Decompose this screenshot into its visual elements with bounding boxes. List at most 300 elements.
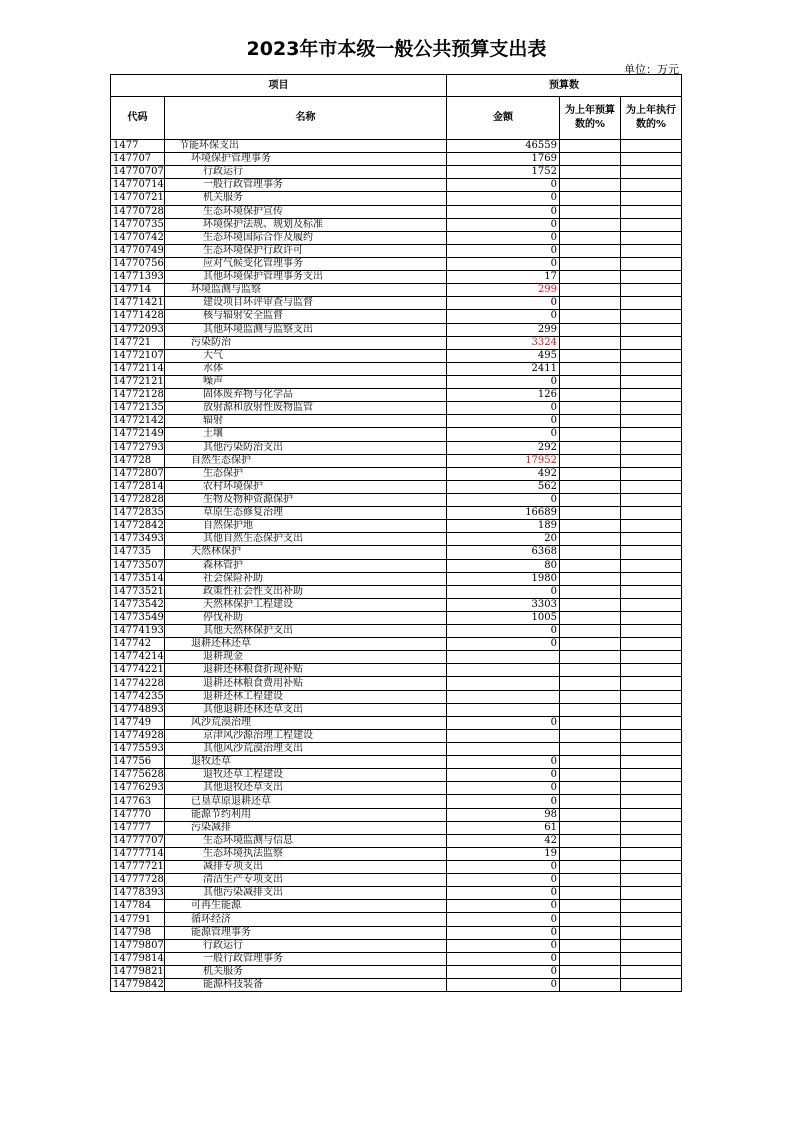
row-code: 14774228 bbox=[111, 677, 165, 690]
row-pct-exec bbox=[621, 402, 682, 415]
table-row bbox=[111, 651, 682, 664]
row-name: 其他天然林保护支出 bbox=[165, 625, 447, 638]
row-amount: 42 bbox=[447, 834, 560, 847]
header-pct-exec: 为上年执行数的% bbox=[621, 97, 682, 140]
row-amount: 0 bbox=[447, 192, 560, 205]
row-amount: 0 bbox=[447, 874, 560, 887]
row-pct-budget bbox=[560, 231, 621, 244]
row-amount: 1769 bbox=[447, 153, 560, 166]
row-name: 已垦草原退耕还草 bbox=[165, 795, 447, 808]
row-amount: 562 bbox=[447, 480, 560, 493]
table-row bbox=[111, 520, 682, 533]
row-pct-exec bbox=[621, 192, 682, 205]
row-code: 14778393 bbox=[111, 887, 165, 900]
row-code: 14772793 bbox=[111, 441, 165, 454]
row-pct-exec bbox=[621, 480, 682, 493]
page-title: 2023年市本级一般公共预算支出表 bbox=[246, 38, 547, 60]
unit-label: 单位：万元 bbox=[624, 63, 679, 76]
row-pct-exec bbox=[621, 297, 682, 310]
row-code: 147770 bbox=[111, 808, 165, 821]
row-pct-budget bbox=[560, 179, 621, 192]
row-name: 自然生态保护 bbox=[165, 454, 447, 467]
row-code: 14777707 bbox=[111, 834, 165, 847]
row-name: 一般行政管理事务 bbox=[165, 179, 447, 192]
table-row bbox=[111, 480, 682, 493]
row-name: 机关服务 bbox=[165, 192, 447, 205]
row-amount: 0 bbox=[447, 493, 560, 506]
row-name: 其他退耕还林还草支出 bbox=[165, 703, 447, 716]
row-pct-budget bbox=[560, 743, 621, 756]
row-pct-budget bbox=[560, 153, 621, 166]
row-code: 147728 bbox=[111, 454, 165, 467]
row-name: 生态保护 bbox=[165, 467, 447, 480]
table-row bbox=[111, 140, 682, 153]
row-pct-exec bbox=[621, 677, 682, 690]
table-row bbox=[111, 939, 682, 952]
table-row bbox=[111, 166, 682, 179]
table-row bbox=[111, 611, 682, 624]
row-pct-exec bbox=[621, 926, 682, 939]
row-name: 退耕还林粮食折现补贴 bbox=[165, 664, 447, 677]
row-code: 147791 bbox=[111, 913, 165, 926]
row-pct-budget bbox=[560, 375, 621, 388]
table-row bbox=[111, 231, 682, 244]
row-pct-exec bbox=[621, 533, 682, 546]
row-name: 生态环境监测与信息 bbox=[165, 834, 447, 847]
row-code: 14777728 bbox=[111, 874, 165, 887]
header-pct-budget: 为上年预算数的% bbox=[560, 97, 621, 140]
row-pct-exec bbox=[621, 651, 682, 664]
row-pct-budget bbox=[560, 467, 621, 480]
row-pct-exec bbox=[621, 756, 682, 769]
table-row bbox=[111, 729, 682, 742]
row-pct-exec bbox=[621, 310, 682, 323]
row-code: 14773514 bbox=[111, 572, 165, 585]
row-pct-exec bbox=[621, 716, 682, 729]
row-pct-exec bbox=[621, 861, 682, 874]
row-name: 草原生态修复治理 bbox=[165, 507, 447, 520]
row-amount: 17952 bbox=[447, 454, 560, 467]
table-row bbox=[111, 821, 682, 834]
table-row bbox=[111, 690, 682, 703]
row-pct-budget bbox=[560, 205, 621, 218]
row-pct-budget bbox=[560, 834, 621, 847]
row-amount: 20 bbox=[447, 533, 560, 546]
row-pct-exec bbox=[621, 965, 682, 978]
row-pct-budget bbox=[560, 769, 621, 782]
row-pct-budget bbox=[560, 979, 621, 992]
row-code: 14771393 bbox=[111, 271, 165, 284]
budget-table bbox=[110, 74, 682, 992]
table-row bbox=[111, 900, 682, 913]
row-amount: 0 bbox=[447, 257, 560, 270]
row-code: 147742 bbox=[111, 638, 165, 651]
table-row bbox=[111, 349, 682, 362]
row-code: 14770728 bbox=[111, 205, 165, 218]
row-code: 147707 bbox=[111, 153, 165, 166]
row-amount: 0 bbox=[447, 900, 560, 913]
table-row bbox=[111, 362, 682, 375]
header-code: 代码 bbox=[111, 97, 165, 140]
row-code: 14770714 bbox=[111, 179, 165, 192]
row-amount: 0 bbox=[447, 375, 560, 388]
table-row bbox=[111, 926, 682, 939]
row-pct-exec bbox=[621, 205, 682, 218]
row-amount: 0 bbox=[447, 979, 560, 992]
row-amount: 0 bbox=[447, 926, 560, 939]
row-amount: 46559 bbox=[447, 140, 560, 153]
row-amount: 0 bbox=[447, 428, 560, 441]
row-amount: 1980 bbox=[447, 572, 560, 585]
row-pct-exec bbox=[621, 743, 682, 756]
table-row bbox=[111, 179, 682, 192]
row-pct-exec bbox=[621, 323, 682, 336]
row-code: 147721 bbox=[111, 336, 165, 349]
row-pct-budget bbox=[560, 939, 621, 952]
row-pct-exec bbox=[621, 585, 682, 598]
row-pct-exec bbox=[621, 900, 682, 913]
row-code: 14770707 bbox=[111, 166, 165, 179]
table-row bbox=[111, 625, 682, 638]
table-row bbox=[111, 743, 682, 756]
row-pct-budget bbox=[560, 546, 621, 559]
row-amount: 1005 bbox=[447, 611, 560, 624]
row-amount: 0 bbox=[447, 205, 560, 218]
table-row bbox=[111, 546, 682, 559]
row-code: 14770721 bbox=[111, 192, 165, 205]
table-row bbox=[111, 559, 682, 572]
row-code: 147784 bbox=[111, 900, 165, 913]
row-pct-budget bbox=[560, 362, 621, 375]
row-name: 其他环境保护管理事务支出 bbox=[165, 271, 447, 284]
row-code: 14774928 bbox=[111, 729, 165, 742]
row-name: 可再生能源 bbox=[165, 900, 447, 913]
header-budget: 预算数 bbox=[447, 75, 682, 97]
row-code: 14770749 bbox=[111, 244, 165, 257]
row-pct-exec bbox=[621, 546, 682, 559]
table-row bbox=[111, 271, 682, 284]
row-code: 14772121 bbox=[111, 375, 165, 388]
row-pct-exec bbox=[621, 703, 682, 716]
row-pct-exec bbox=[621, 638, 682, 651]
row-pct-budget bbox=[560, 900, 621, 913]
row-name: 一般行政管理事务 bbox=[165, 952, 447, 965]
table-row bbox=[111, 507, 682, 520]
row-pct-exec bbox=[621, 782, 682, 795]
row-name: 机关服务 bbox=[165, 965, 447, 978]
row-name: 节能环保支出 bbox=[165, 140, 447, 153]
table-row bbox=[111, 218, 682, 231]
row-amount: 0 bbox=[447, 952, 560, 965]
row-name: 能源管理事务 bbox=[165, 926, 447, 939]
row-pct-budget bbox=[560, 310, 621, 323]
row-code: 147777 bbox=[111, 821, 165, 834]
row-amount: 0 bbox=[447, 231, 560, 244]
row-pct-budget bbox=[560, 874, 621, 887]
row-amount: 0 bbox=[447, 782, 560, 795]
row-amount: 2411 bbox=[447, 362, 560, 375]
row-pct-budget bbox=[560, 166, 621, 179]
row-amount: 17 bbox=[447, 271, 560, 284]
row-code: 14775593 bbox=[111, 743, 165, 756]
row-pct-exec bbox=[621, 349, 682, 362]
row-pct-budget bbox=[560, 913, 621, 926]
row-amount: 0 bbox=[447, 795, 560, 808]
row-pct-exec bbox=[621, 375, 682, 388]
row-pct-budget bbox=[560, 703, 621, 716]
table-row bbox=[111, 454, 682, 467]
row-amount: 0 bbox=[447, 218, 560, 231]
row-code: 14774893 bbox=[111, 703, 165, 716]
row-name: 水体 bbox=[165, 362, 447, 375]
table-row bbox=[111, 979, 682, 992]
row-pct-budget bbox=[560, 887, 621, 900]
row-pct-exec bbox=[621, 664, 682, 677]
row-amount: 0 bbox=[447, 415, 560, 428]
row-code: 14770756 bbox=[111, 257, 165, 270]
row-pct-budget bbox=[560, 428, 621, 441]
row-pct-exec bbox=[621, 441, 682, 454]
header-name: 名称 bbox=[165, 97, 447, 140]
row-pct-budget bbox=[560, 415, 621, 428]
row-amount: 3303 bbox=[447, 598, 560, 611]
row-name: 污染减排 bbox=[165, 821, 447, 834]
table-row bbox=[111, 808, 682, 821]
row-pct-exec bbox=[621, 834, 682, 847]
row-name: 其他污染减排支出 bbox=[165, 887, 447, 900]
row-name: 能源节约利用 bbox=[165, 808, 447, 821]
row-amount: 0 bbox=[447, 638, 560, 651]
row-pct-exec bbox=[621, 795, 682, 808]
row-code: 14772142 bbox=[111, 415, 165, 428]
row-code: 14773507 bbox=[111, 559, 165, 572]
row-pct-exec bbox=[621, 559, 682, 572]
row-code: 14772814 bbox=[111, 480, 165, 493]
table-row bbox=[111, 375, 682, 388]
row-pct-exec bbox=[621, 244, 682, 257]
row-name: 停伐补助 bbox=[165, 611, 447, 624]
row-pct-budget bbox=[560, 389, 621, 402]
row-name: 行政运行 bbox=[165, 166, 447, 179]
row-name: 退耕还林还草 bbox=[165, 638, 447, 651]
row-code: 14773493 bbox=[111, 533, 165, 546]
row-name: 退耕还林工程建设 bbox=[165, 690, 447, 703]
row-pct-budget bbox=[560, 716, 621, 729]
row-pct-budget bbox=[560, 664, 621, 677]
table-row bbox=[111, 533, 682, 546]
row-code: 14772835 bbox=[111, 507, 165, 520]
row-pct-budget bbox=[560, 349, 621, 362]
row-pct-budget bbox=[560, 244, 621, 257]
row-code: 14776293 bbox=[111, 782, 165, 795]
row-pct-budget bbox=[560, 625, 621, 638]
row-amount bbox=[447, 690, 560, 703]
row-amount: 0 bbox=[447, 939, 560, 952]
row-pct-exec bbox=[621, 166, 682, 179]
table-row bbox=[111, 952, 682, 965]
row-pct-exec bbox=[621, 821, 682, 834]
row-pct-budget bbox=[560, 520, 621, 533]
row-amount: 61 bbox=[447, 821, 560, 834]
table-row bbox=[111, 402, 682, 415]
table-row bbox=[111, 756, 682, 769]
row-pct-budget bbox=[560, 821, 621, 834]
header-row-top bbox=[111, 75, 682, 97]
row-pct-exec bbox=[621, 493, 682, 506]
table-row bbox=[111, 192, 682, 205]
table-row bbox=[111, 638, 682, 651]
table-row bbox=[111, 887, 682, 900]
table-row bbox=[111, 782, 682, 795]
row-code: 14773521 bbox=[111, 585, 165, 598]
table-row bbox=[111, 795, 682, 808]
row-code: 147714 bbox=[111, 284, 165, 297]
table-body bbox=[111, 140, 682, 992]
row-pct-exec bbox=[621, 769, 682, 782]
row-code: 14775628 bbox=[111, 769, 165, 782]
row-pct-budget bbox=[560, 861, 621, 874]
row-name: 森林管护 bbox=[165, 559, 447, 572]
header-row-bottom bbox=[111, 97, 682, 140]
row-code: 14773542 bbox=[111, 598, 165, 611]
row-amount: 6368 bbox=[447, 546, 560, 559]
row-pct-exec bbox=[621, 572, 682, 585]
row-pct-budget bbox=[560, 402, 621, 415]
row-name: 放射源和放射性废物监管 bbox=[165, 402, 447, 415]
row-pct-exec bbox=[621, 625, 682, 638]
row-pct-exec bbox=[621, 847, 682, 860]
row-code: 14771421 bbox=[111, 297, 165, 310]
row-name: 其他环境监测与监察支出 bbox=[165, 323, 447, 336]
row-pct-exec bbox=[621, 979, 682, 992]
row-pct-budget bbox=[560, 559, 621, 572]
row-code: 14772093 bbox=[111, 323, 165, 336]
row-pct-exec bbox=[621, 428, 682, 441]
row-pct-exec bbox=[621, 808, 682, 821]
row-pct-budget bbox=[560, 533, 621, 546]
row-amount: 0 bbox=[447, 913, 560, 926]
table-row bbox=[111, 847, 682, 860]
row-name: 京津风沙源治理工程建设 bbox=[165, 729, 447, 742]
row-pct-budget bbox=[560, 611, 621, 624]
row-amount: 189 bbox=[447, 520, 560, 533]
row-pct-budget bbox=[560, 795, 621, 808]
row-pct-budget bbox=[560, 638, 621, 651]
row-name: 大气 bbox=[165, 349, 447, 362]
row-amount bbox=[447, 664, 560, 677]
row-amount: 0 bbox=[447, 887, 560, 900]
row-pct-exec bbox=[621, 913, 682, 926]
row-name: 循环经济 bbox=[165, 913, 447, 926]
table-row bbox=[111, 834, 682, 847]
row-pct-budget bbox=[560, 271, 621, 284]
row-pct-budget bbox=[560, 454, 621, 467]
row-amount: 80 bbox=[447, 559, 560, 572]
row-amount: 495 bbox=[447, 349, 560, 362]
table-row bbox=[111, 244, 682, 257]
row-pct-budget bbox=[560, 847, 621, 860]
row-pct-exec bbox=[621, 887, 682, 900]
row-amount: 492 bbox=[447, 467, 560, 480]
row-amount: 299 bbox=[447, 284, 560, 297]
row-pct-exec bbox=[621, 598, 682, 611]
row-name: 其他污染防治支出 bbox=[165, 441, 447, 454]
row-amount: 299 bbox=[447, 323, 560, 336]
row-name: 环境保护管理事务 bbox=[165, 153, 447, 166]
row-pct-budget bbox=[560, 257, 621, 270]
row-amount: 0 bbox=[447, 244, 560, 257]
table-row bbox=[111, 205, 682, 218]
row-amount bbox=[447, 729, 560, 742]
row-name: 环境监测与监察 bbox=[165, 284, 447, 297]
row-name: 能源科技装备 bbox=[165, 979, 447, 992]
row-pct-exec bbox=[621, 140, 682, 153]
row-code: 14774235 bbox=[111, 690, 165, 703]
row-name: 土壤 bbox=[165, 428, 447, 441]
row-name: 退耕还林粮食费用补贴 bbox=[165, 677, 447, 690]
table-row bbox=[111, 467, 682, 480]
row-code: 14772128 bbox=[111, 389, 165, 402]
row-code: 14779842 bbox=[111, 979, 165, 992]
row-pct-budget bbox=[560, 808, 621, 821]
table-row bbox=[111, 297, 682, 310]
row-amount: 0 bbox=[447, 965, 560, 978]
row-pct-budget bbox=[560, 952, 621, 965]
table-row bbox=[111, 572, 682, 585]
row-name: 生态环境国际合作及履约 bbox=[165, 231, 447, 244]
row-pct-budget bbox=[560, 441, 621, 454]
row-amount: 19 bbox=[447, 847, 560, 860]
row-amount bbox=[447, 703, 560, 716]
row-code: 14774221 bbox=[111, 664, 165, 677]
row-amount: 1752 bbox=[447, 166, 560, 179]
table-row bbox=[111, 257, 682, 270]
row-pct-budget bbox=[560, 493, 621, 506]
row-amount: 0 bbox=[447, 402, 560, 415]
row-pct-budget bbox=[560, 323, 621, 336]
row-amount: 0 bbox=[447, 310, 560, 323]
row-code: 14772842 bbox=[111, 520, 165, 533]
row-name: 社会保险补助 bbox=[165, 572, 447, 585]
row-pct-exec bbox=[621, 415, 682, 428]
row-code: 14772107 bbox=[111, 349, 165, 362]
row-pct-exec bbox=[621, 507, 682, 520]
row-pct-budget bbox=[560, 336, 621, 349]
row-amount: 16689 bbox=[447, 507, 560, 520]
row-amount: 292 bbox=[447, 441, 560, 454]
row-code: 14772828 bbox=[111, 493, 165, 506]
table-row bbox=[111, 965, 682, 978]
row-pct-exec bbox=[621, 467, 682, 480]
row-pct-budget bbox=[560, 782, 621, 795]
row-amount: 0 bbox=[447, 756, 560, 769]
row-name: 自然保护地 bbox=[165, 520, 447, 533]
row-amount: 3324 bbox=[447, 336, 560, 349]
row-pct-budget bbox=[560, 480, 621, 493]
row-pct-budget bbox=[560, 690, 621, 703]
table-row bbox=[111, 598, 682, 611]
row-pct-budget bbox=[560, 729, 621, 742]
row-pct-budget bbox=[560, 651, 621, 664]
row-code: 14770735 bbox=[111, 218, 165, 231]
row-amount: 126 bbox=[447, 389, 560, 402]
row-pct-exec bbox=[621, 271, 682, 284]
table-row bbox=[111, 389, 682, 402]
row-amount: 0 bbox=[447, 861, 560, 874]
row-name: 核与辐射安全监督 bbox=[165, 310, 447, 323]
row-pct-exec bbox=[621, 611, 682, 624]
row-name: 退耕现金 bbox=[165, 651, 447, 664]
